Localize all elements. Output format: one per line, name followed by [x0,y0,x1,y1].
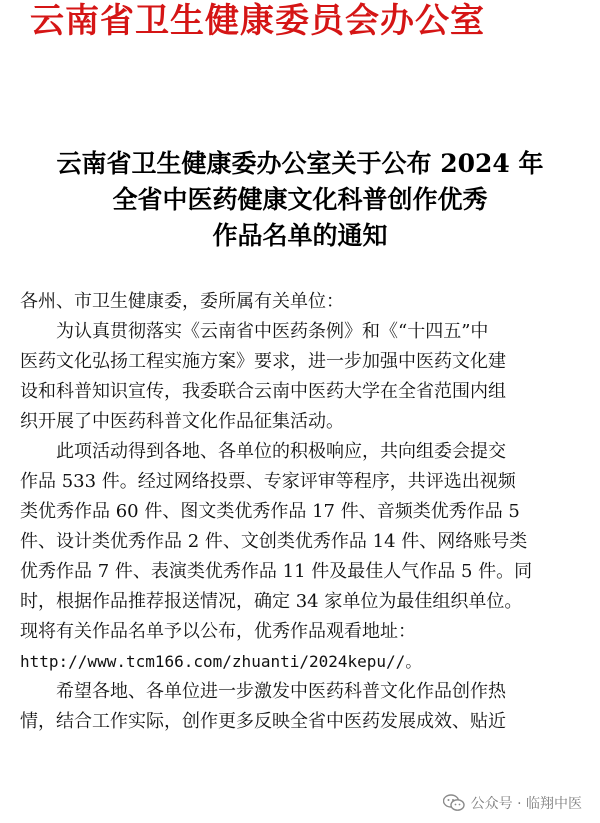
paragraph-2-line: 优秀作品 7 件、表演类优秀作品 11 件及最佳人气作品 5 件。同 [20,561,533,582]
notice-body [20,287,580,737]
paragraph-2-line: 现将有关作品名单予以公布，优秀作品观看地址： [20,621,416,642]
notice-title-line-3: 作品名单的通知 [212,221,388,250]
paragraph-2-line: 作品 533 件。经过网络投票、专家评审等程序，共评选出视频 [20,471,516,492]
notice-title [20,146,580,254]
paragraph-2-line: 件、设计类优秀作品 2 件、文创类优秀作品 14 件、网络账号类 [20,531,528,552]
paragraph-3-line: 情，结合工作实际，创作更多反映全省中医药发展成效、贴近 [20,711,506,732]
watermark [437,791,588,815]
paragraph-2-line: 时，根据作品推荐报送情况，确定 34 家单位为最佳组织单位。 [20,591,523,612]
notice-title-line-2: 全省中医药健康文化科普创作优秀 [112,185,488,214]
watermark-text: 公众号 · 临翔中医 [470,796,582,812]
letterhead-title: 云南省卫生健康委员会办公室 [30,1,485,41]
paragraph-2-line: 此项活动得到各地、各单位的积极响应，共向组委会提交 [56,441,506,462]
works-url-link[interactable]: http://www.tcm166.com/zhuanti/2024kepu//。 [20,652,422,671]
wechat-icon [443,794,465,812]
paragraph-2 [20,437,580,677]
letterhead [0,0,600,42]
paragraph-1-line: 为认真贯彻落实《云南省中医药条例》和《“十四五”中 [56,321,489,342]
paragraph-3-line: 希望各地、各单位进一步激发中医药科普文化作品创作热 [56,681,506,702]
paragraph-1-line: 织开展了中医药科普文化作品征集活动。 [20,411,344,432]
paragraph-1-line: 医药文化弘扬工程实施方案》要求，进一步加强中医药文化建 [20,351,506,372]
notice-title-line-1: 云南省卫生健康委办公室关于公布 2024 年 [56,149,544,178]
paragraph-2-line: 类优秀作品 60 件、图文类优秀作品 17 件、音频类优秀作品 5 [20,501,520,522]
paragraph-3 [20,677,580,737]
paragraph-1 [20,317,580,437]
salutation-line: 各州、市卫生健康委，委所属有关单位： [20,291,344,312]
salutation [20,287,580,317]
paragraph-1-line: 设和科普知识宣传，我委联合云南中医药大学在全省范围内组 [20,381,506,402]
